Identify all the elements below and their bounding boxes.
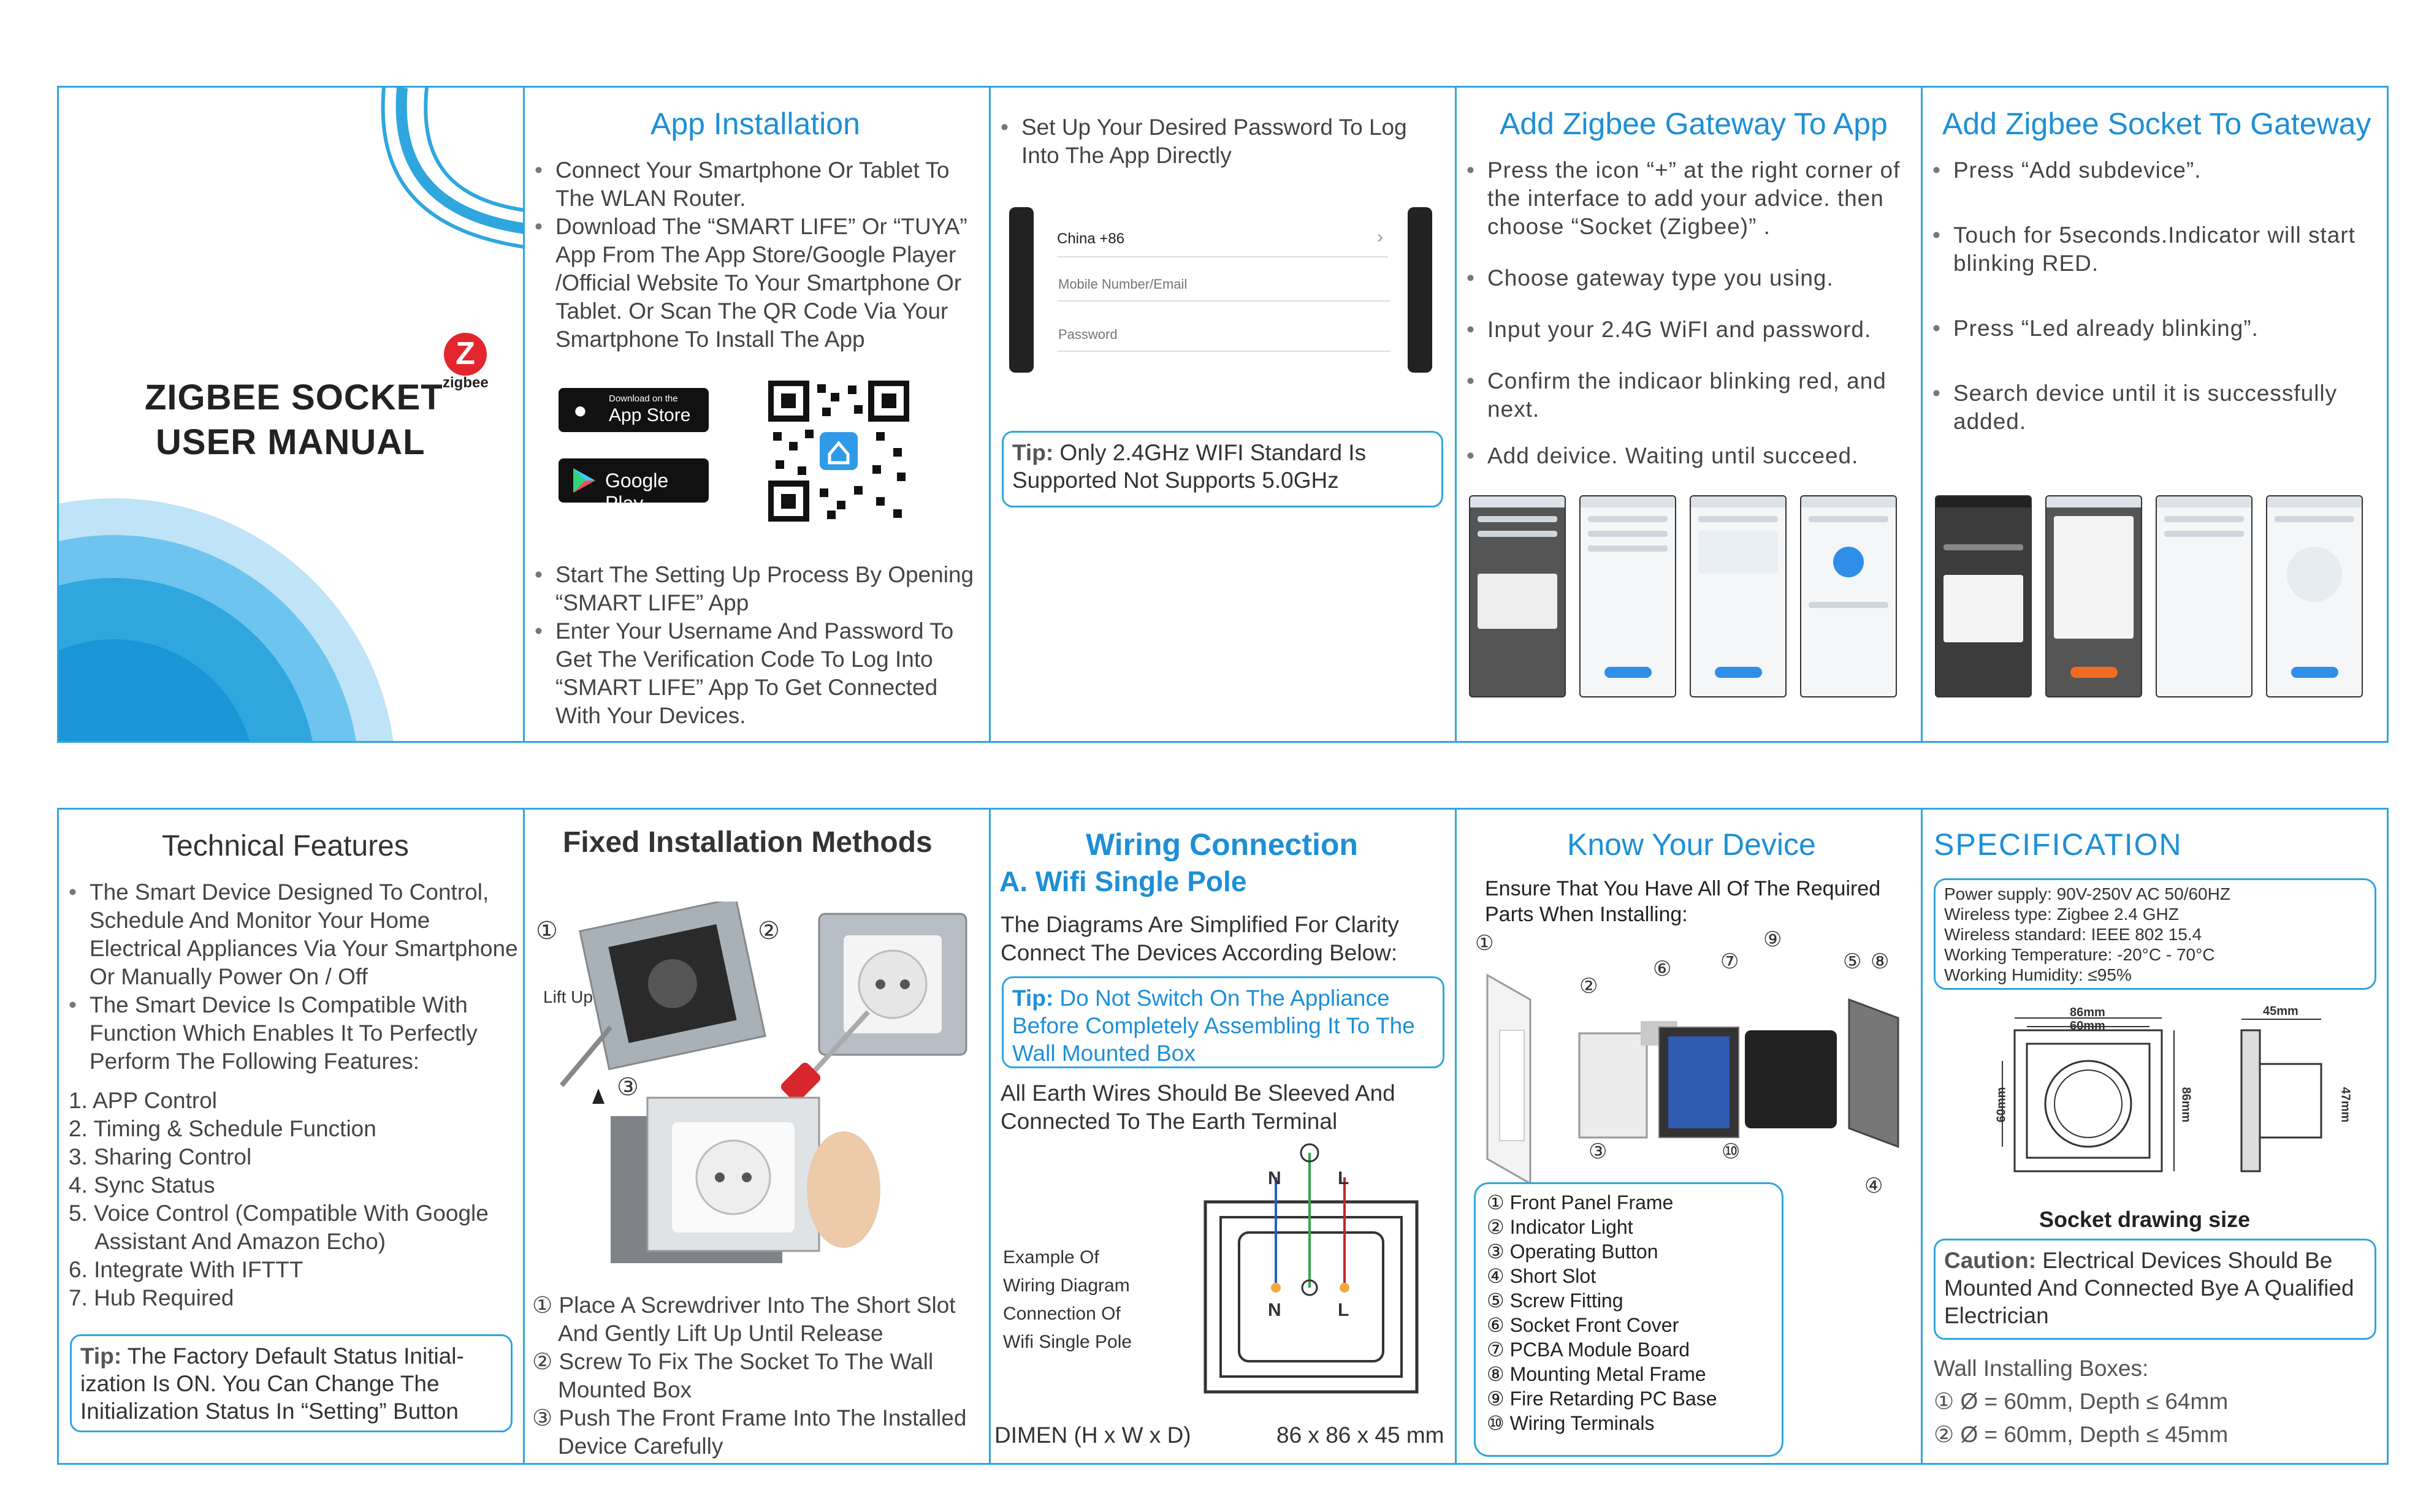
tip-text: Only 2.4GHz WIFI Standard Is Supported Not Supports 5.0GHz xyxy=(1012,440,1367,493)
list-item: • Touch for 5seconds.Indicator will start blinking RED. xyxy=(1930,221,2384,278)
dim-depth: 45mm xyxy=(2263,1005,2298,1018)
list-item: 1. APP Control xyxy=(69,1088,218,1113)
dim-height-outer: 86mm xyxy=(2179,1087,2193,1123)
callout-6: ⑥ xyxy=(1653,957,1672,981)
play-icon xyxy=(571,467,598,494)
step-badge-1: ① xyxy=(536,917,558,944)
wiring-heading: Wiring Connection xyxy=(1086,827,1358,862)
install-steps xyxy=(532,1291,986,1461)
apple-icon: ● xyxy=(573,398,587,424)
phone-screenshot xyxy=(1800,495,1897,697)
dimension-value: 86 x 86 x 45 mm xyxy=(1276,1423,1444,1448)
callout-7: ⑦ xyxy=(1720,950,1739,973)
phone-screenshot xyxy=(1935,495,2032,697)
qr-code-icon[interactable] xyxy=(768,381,909,522)
app-store-label: App Store xyxy=(609,405,691,425)
gateway-panel xyxy=(1455,86,1923,743)
wiring-example-label xyxy=(1003,1244,1132,1356)
spec-line: Power supply: 90V-250V AC 50/60HZ xyxy=(1944,884,2230,903)
app-installation-heading: App Installation xyxy=(650,107,860,141)
list-item: 6. Integrate With IFTTT xyxy=(69,1257,303,1282)
wiring-subheading: A. Wifi Single Pole xyxy=(999,865,1247,897)
password-input[interactable] xyxy=(1057,319,1390,352)
list-item: ② Ø = 60mm, Depth ≤ 45mm xyxy=(1934,1422,2229,1447)
list-item: • Set Up Your Desired Password To Log Into The App Directly xyxy=(998,113,1446,170)
list-item: • Connect Your Smartphone Or Tablet To The WLAN Router. xyxy=(532,156,986,213)
callout-4: ④ xyxy=(1864,1174,1883,1198)
login-bullets xyxy=(998,113,1446,170)
wiring-diagram xyxy=(1202,1141,1435,1398)
google-play-label: Google Play xyxy=(605,469,669,514)
phone-screenshot xyxy=(2156,495,2252,697)
list-item: ⑤ Screw Fitting xyxy=(1487,1290,1623,1312)
callout-2: ② xyxy=(1579,974,1598,998)
list-item: 7. Hub Required xyxy=(69,1285,234,1310)
dim-width-inner: 60mm xyxy=(2070,1019,2105,1033)
list-item: • Search device until it is successfully added. xyxy=(1930,379,2384,436)
tech-features-panel xyxy=(57,808,525,1465)
list-item: 2. Timing & Schedule Function xyxy=(69,1116,376,1141)
wiring-panel xyxy=(989,808,1457,1465)
step-badge-2: ② xyxy=(758,917,780,944)
list-item: 5. Voice Control (Compatible With Google Assistant And Amazon Echo) xyxy=(69,1201,489,1254)
country-code: China +86 xyxy=(1057,230,1125,247)
list-item: • Press the icon “+” at the right corner of the interface to add your advice. then choose “Socket (Zigbee)” . xyxy=(1464,156,1918,241)
callout-5: ⑤ xyxy=(1843,950,1862,973)
login-panel xyxy=(989,86,1457,743)
callout-3: ③ xyxy=(1589,1140,1608,1163)
list-item: ② Indicator Light xyxy=(1487,1216,1633,1238)
country-selector[interactable] xyxy=(1057,219,1388,257)
list-item: ⑨ Fire Retarding PC Base xyxy=(1487,1388,1717,1410)
tip-label: Tip: xyxy=(1012,986,1054,1011)
boxes-heading: Wall Installing Boxes: xyxy=(1934,1356,2149,1381)
zigbee-logo-icon: Z xyxy=(444,333,487,376)
app-installation-panel xyxy=(523,86,991,743)
dim-height-inner: 60mm xyxy=(1994,1087,2008,1123)
tip-text: Do Not Switch On The Appliance Before Completely Assembling It To The Wall Mounted Box xyxy=(1012,986,1415,1066)
app-store-badge[interactable] xyxy=(559,388,709,432)
list-item: ① Place A Screwdriver Into The Short Slot And Gently Lift Up Until Release xyxy=(532,1293,956,1346)
list-item: ② Screw To Fix The Socket To The Wall Mounted Box xyxy=(532,1349,934,1402)
spec-line: Wireless type: Zigbee 2.4 GHZ xyxy=(1944,905,2179,924)
callout-1: ① xyxy=(1475,932,1494,955)
wire-n-label: N xyxy=(1268,1168,1281,1188)
tip-label: Tip: xyxy=(1012,440,1054,465)
socket-gateway-heading: Add Zigbee Socket To Gateway xyxy=(1942,107,2371,141)
list-item: • Press “Led already blinking”. xyxy=(1930,314,2384,343)
list-item: ⑥ Socket Front Cover xyxy=(1487,1314,1679,1336)
list-item: ① Front Panel Frame xyxy=(1487,1191,1674,1214)
login-form xyxy=(1052,219,1395,367)
spec-line: Working Humidity: ≤95% xyxy=(1944,965,2132,984)
list-item: • Download The “SMART LIFE” Or “TUYA” App From The App Store/Google Player /Official Website To Your Smartphone Or Tablet. Or Scan The QR Code Via Your Smartphone To Install The App xyxy=(532,213,986,354)
socket-gateway-panel xyxy=(1921,86,2389,743)
step-badge-3: ③ xyxy=(617,1074,639,1101)
list-item: Example Of xyxy=(1003,1247,1099,1267)
tech-heading: Technical Features xyxy=(162,830,409,862)
wiring-tip-box xyxy=(1002,976,1444,1068)
phone-screenshot xyxy=(2045,495,2142,697)
list-item: • Press “Add subdevice”. xyxy=(1930,156,2384,184)
drawing-caption: Socket drawing size xyxy=(2039,1207,2251,1232)
tip-label: Tip: xyxy=(80,1343,122,1369)
caution-box xyxy=(1934,1239,2376,1340)
lift-up-label: Lift Up xyxy=(543,987,593,1006)
list-item: ⑦ PCBA Module Board xyxy=(1487,1339,1690,1361)
socket-drawing xyxy=(1923,1006,2389,1190)
zigbee-logo-text: zigbee xyxy=(443,374,489,391)
list-item: Wiring Diagram xyxy=(1003,1275,1130,1296)
tech-bullets xyxy=(66,878,520,1076)
socket-gateway-steps xyxy=(1930,156,2384,436)
dim-width-outer: 86mm xyxy=(2070,1006,2105,1019)
list-item: ⑧ Mounting Metal Frame xyxy=(1487,1363,1706,1385)
specification-panel xyxy=(1921,808,2389,1465)
spec-box xyxy=(1934,878,2376,990)
phone-screenshot xyxy=(1579,495,1676,697)
know-device-panel xyxy=(1455,808,1923,1465)
know-intro: Ensure That You Have All Of The Required Parts When Installing: xyxy=(1485,877,1881,926)
login-tip-box xyxy=(1002,431,1443,507)
list-item: ① Ø = 60mm, Depth ≤ 64mm xyxy=(1934,1389,2229,1414)
list-item: • Confirm the indicaor blinking red, and next. xyxy=(1464,367,1918,424)
callout-9: ⑨ xyxy=(1763,928,1782,951)
phone-screenshot xyxy=(1690,495,1787,697)
list-item: 3. Sharing Control xyxy=(69,1144,252,1169)
terminal-n-label: N xyxy=(1268,1300,1281,1320)
phone-screenshot xyxy=(1469,495,1566,697)
list-item: ③ Operating Button xyxy=(1487,1240,1658,1263)
app-install-bullets xyxy=(532,156,986,354)
earth-note: All Earth Wires Should Be Sleeved And Connected To The Earth Terminal xyxy=(1001,1081,1395,1134)
app-store-small-label: Download on the xyxy=(609,393,678,404)
list-item: • Start The Setting Up Process By Opening “SMART LIFE” App xyxy=(532,561,986,617)
spec-line: Working Temperature: -20°C - 70°C xyxy=(1944,945,2215,964)
parts-list-box xyxy=(1474,1182,1783,1457)
tip-text: The Factory Default Status Initial-ization Is ON. You Can Change The Initialization Status In “Setting” Button xyxy=(80,1343,464,1424)
cover-title-line1: ZIGBEE SOCKET xyxy=(145,378,443,417)
tech-tip-box xyxy=(70,1334,513,1432)
spec-line: Wireless standard: IEEE 802 15.4 xyxy=(1944,925,2202,944)
wall-boxes xyxy=(1934,1352,2375,1451)
list-item: • Choose gateway type you using. xyxy=(1464,264,1918,292)
dimension-label: DIMEN (H x W x D) xyxy=(994,1423,1191,1448)
caution-label: Caution: xyxy=(1944,1248,2037,1273)
gateway-heading: Add Zigbee Gateway To App xyxy=(1500,107,1888,141)
app-setup-bullets xyxy=(532,561,986,730)
list-item: ③ Push The Front Frame Into The Installed Device Carefully xyxy=(532,1405,967,1459)
callout-10: ⑩ xyxy=(1722,1140,1741,1163)
callout-8: ⑧ xyxy=(1871,950,1890,973)
cover-title-line2: USER MANUAL xyxy=(156,422,425,462)
list-item: 4. Sync Status xyxy=(69,1172,215,1198)
caution-text: Electrical Devices Should Be Mounted And Connected Bye A Qualified Electrician xyxy=(1944,1248,2354,1328)
list-item: Wifi Single Pole xyxy=(1003,1332,1132,1352)
spec-heading: SPECIFICATION xyxy=(1934,827,2183,862)
list-item: Connection Of xyxy=(1003,1304,1121,1324)
feature-list xyxy=(69,1087,516,1312)
know-heading: Know Your Device xyxy=(1567,827,1816,862)
mobile-input[interactable] xyxy=(1057,268,1390,302)
phone-screenshot xyxy=(2266,495,2363,697)
chevron-right-icon: › xyxy=(1377,227,1383,247)
google-play-badge[interactable] xyxy=(559,458,709,514)
wiring-intro: The Diagrams Are Simplified For Clarity Connect The Devices According Below: xyxy=(1001,912,1399,965)
list-item: ④ Short Slot xyxy=(1487,1265,1596,1287)
fixed-heading: Fixed Installation Methods xyxy=(563,826,933,859)
install-illustration xyxy=(525,902,991,1282)
list-item: • Add deivice. Waiting until succeed. xyxy=(1464,442,1918,470)
fixed-install-panel xyxy=(523,808,991,1465)
list-item: • The Smart Device Designed To Control, Schedule And Monitor Your Home Electrical Appliances Via Your Smartphone Or Manually Power On / Off xyxy=(66,878,520,991)
list-item: • Enter Your Username And Password To Get The Verification Code To Log Into “SMART LIFE” App To Get Connected With Your Devices. xyxy=(532,617,986,730)
phone-left-edge xyxy=(1009,207,1034,373)
callout-labels xyxy=(1457,810,1923,1239)
list-item: • Input your 2.4G WiFI and password. xyxy=(1464,316,1918,344)
list-item: ⑩ Wiring Terminals xyxy=(1487,1412,1655,1434)
gateway-steps xyxy=(1464,156,1918,470)
phone-right-edge xyxy=(1408,207,1432,373)
list-item: • The Smart Device Is Compatible With Function Which Enables It To Perfectly Perform The Following Features: xyxy=(66,991,520,1076)
wire-l-label: L xyxy=(1338,1168,1349,1188)
cover-panel xyxy=(57,86,525,743)
dim-depth-inner: 47mm xyxy=(2338,1087,2352,1123)
terminal-l-label: L xyxy=(1338,1300,1349,1320)
